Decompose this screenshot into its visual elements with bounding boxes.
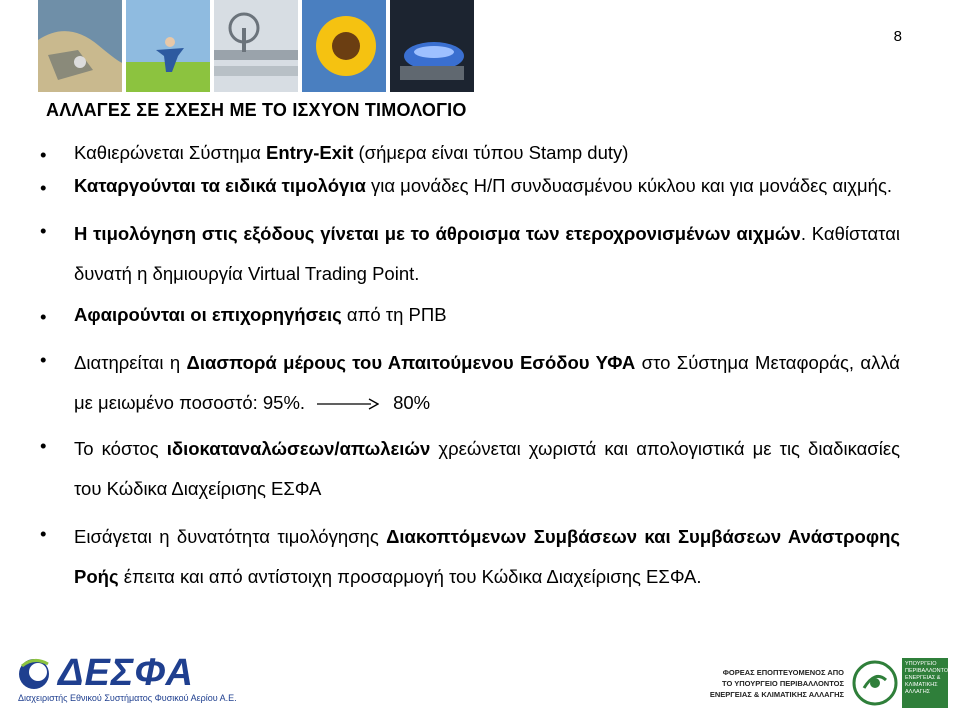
bullet-bold-text: Entry-Exit <box>265 142 354 163</box>
coastal-terminal-photo <box>38 0 122 92</box>
bullet-text: Το κόστος <box>74 438 167 459</box>
bullet-list <box>40 138 900 597</box>
bullet-item <box>40 214 900 294</box>
bullet-text: από τη ΡΠΒ <box>341 304 447 325</box>
bullet-bold-text: Καταργούνται τα ειδικά τιμολόγια <box>74 175 366 196</box>
bullet-item <box>40 517 900 597</box>
bullet-text: (σήμερα είναι τύπου Stamp duty) <box>353 142 629 163</box>
bullet-item <box>40 343 900 423</box>
bullet-text: . Καθίσταται δυνατή η δημιουργία Virtual Trading Point. <box>74 223 901 284</box>
desfa-logo <box>14 652 237 695</box>
photo-banner <box>38 0 474 92</box>
bullet-bold-text: Διακοπτόμενων Συμβάσεων και Συμβάσεων Ανάστροφης Ροής <box>74 526 900 587</box>
desfa-subtitle: Διαχειριστής Εθνικού Συστήματος Φυσικού Αερίου Α.Ε. <box>18 693 237 703</box>
bullet-item <box>40 171 900 204</box>
bullet-bold-text: Αφαιρούνται οι επιχορηγήσεις <box>74 304 342 325</box>
bullet-bold-text: ιδιοκαταναλώσεων/απωλειών <box>166 438 431 459</box>
ministry-emblem-icon <box>852 660 898 706</box>
ministry-block <box>709 658 952 708</box>
new-percentage: 80% <box>393 392 431 413</box>
page-number: 8 <box>893 28 902 45</box>
bullet-text: Καθιερώνεται Σύστημα <box>74 142 266 163</box>
bullet-dot: • <box>40 523 47 544</box>
bullet-text: Εισάγεται η δυνατότητα τιμολόγησης <box>74 526 387 547</box>
arrow-right-icon <box>317 398 379 410</box>
pipelines-valves-photo <box>214 0 298 92</box>
bullet-item <box>40 138 900 171</box>
bullet-text: έπειτα και από αντίστοιχη προσαρμογή του Κώδικα Διαχείρισης ΕΣΦΑ. <box>118 566 702 587</box>
bullet-dot: • <box>40 144 47 165</box>
slide-title: ΑΛΛΑΓΕΣ ΣΕ ΣΧΕΣΗ ΜΕ ΤΟ ΙΣΧΥΟΝ ΤΙΜΟΛΟΓΙΟ <box>46 100 467 120</box>
supervisor-text: ΦΟΡΕΑΣ ΕΠΟΠΤΕΥΟΜΕΝΟΣ ΑΠΟ ΤΟ ΥΠΟΥΡΓΕΙΟ ΠΕΡΙΒΑΛΛΟΝΤΟΣ ΕΝΕΡΓΕΙΑΣ & ΚΛΙΜΑΤΙΚΗΣ ΑΛΛΑΓΗΣ <box>709 667 844 699</box>
bullet-text: για μονάδες Η/Π συνδυασμένου κύκλου και για μονάδες αιχμής. <box>365 175 893 196</box>
gas-flame-photo <box>390 0 474 92</box>
bullet-bold-text: Η τιμολόγηση στις εξόδους γίνεται με το άθροισμα των ετεροχρονισμένων αιχμών <box>74 223 801 244</box>
ministry-logo-text: ΥΠΟΥΡΓΕΙΟ ΠΕΡΙΒΑΛΛΟΝΤΟΣ ΕΝΕΡΓΕΙΑΣ & ΚΛΙΜΑΤΙΚΗΣ ΑΛΛΑΓΗΣ <box>902 658 948 708</box>
desfa-logo-block <box>14 652 237 703</box>
bullet-text: Διατηρείται η <box>74 352 187 373</box>
sunflower-photo <box>302 0 386 92</box>
ministry-logo <box>852 658 952 708</box>
bullet-item <box>40 429 900 509</box>
bullet-text: χρεώνεται χωριστά και απολογιστικά με τις διαδικασίες του Κώδικα Διαχείρισης ΕΣΦΑ <box>74 438 900 499</box>
desfa-flame-icon <box>14 656 56 692</box>
bullet-text: στο Σύστημα Μεταφοράς, αλλά με μειωμένο ποσοστό: 95%. <box>74 352 900 413</box>
desfa-logo-text: ΔΕΣΦΑ <box>58 652 194 694</box>
bullet-dot: • <box>40 435 47 456</box>
bullet-dot: • <box>40 177 47 198</box>
child-in-field-photo <box>126 0 210 92</box>
bullet-dot: • <box>40 349 47 370</box>
bullet-dot: • <box>40 220 47 241</box>
bullet-bold-text: Διασπορά μέρους του Απαιτούμενου Εσόδου ΥΦΑ <box>186 352 636 373</box>
bullet-item <box>40 300 900 333</box>
bullet-dot: • <box>40 306 47 327</box>
